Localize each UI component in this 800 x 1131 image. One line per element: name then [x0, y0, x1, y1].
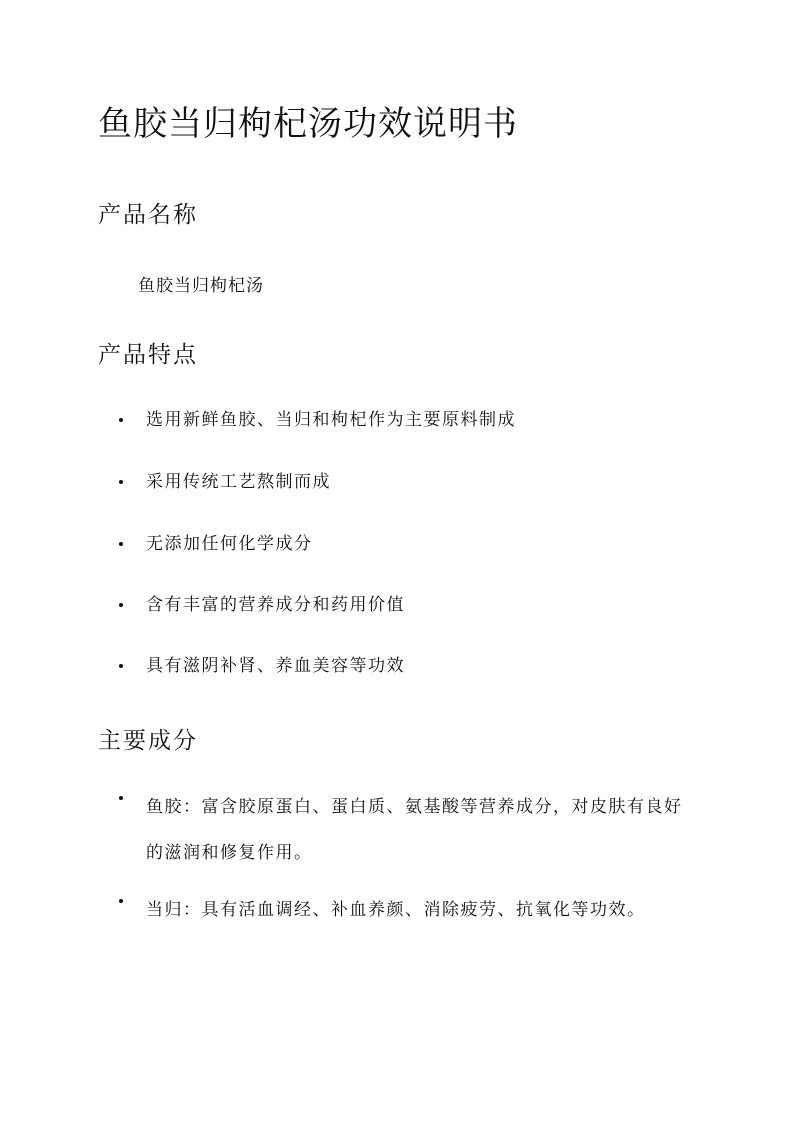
bullet-icon [119, 418, 123, 422]
features-list [0, 406, 800, 692]
product-name-text: 鱼胶当归枸杞汤 [138, 276, 264, 296]
list-item [0, 784, 800, 896]
section-heading-product-features: 产品特点 [98, 342, 198, 368]
bullet-icon [119, 796, 123, 800]
list-item-text: 采用传统工艺熬制而成 [146, 472, 331, 492]
list-item [0, 652, 800, 692]
document-title: 鱼胶当归枸杞汤功效说明书 [98, 104, 518, 144]
list-item-text: 无添加任何化学成分 [146, 534, 313, 554]
list-item-text: 含有丰富的营养成分和药用价值 [146, 595, 405, 615]
bullet-icon [119, 664, 123, 668]
bullet-icon [119, 603, 123, 607]
list-item-text: 鱼胶：富含胶原蛋白、蛋白质、氨基酸等营养成分，对皮肤有良好的滋润和修复作用。 [146, 797, 683, 863]
section-heading-main-ingredients: 主要成分 [98, 728, 198, 754]
section-heading-product-name: 产品名称 [98, 202, 198, 228]
list-item-text: 具有滋阴补肾、养血美容等功效 [146, 656, 405, 676]
list-item [0, 887, 800, 987]
list-item [0, 406, 800, 468]
list-item [0, 530, 800, 591]
list-item [0, 468, 800, 530]
list-item-text: 当归：具有活血调经、补血养颜、消除疲劳、抗氧化等功效。 [146, 900, 646, 920]
list-item [0, 591, 800, 652]
bullet-icon [119, 480, 123, 484]
list-item-text: 选用新鲜鱼胶、当归和枸杞作为主要原料制成 [146, 410, 516, 430]
ingredients-list [0, 793, 800, 987]
bullet-icon [119, 542, 123, 546]
bullet-icon [119, 899, 123, 903]
